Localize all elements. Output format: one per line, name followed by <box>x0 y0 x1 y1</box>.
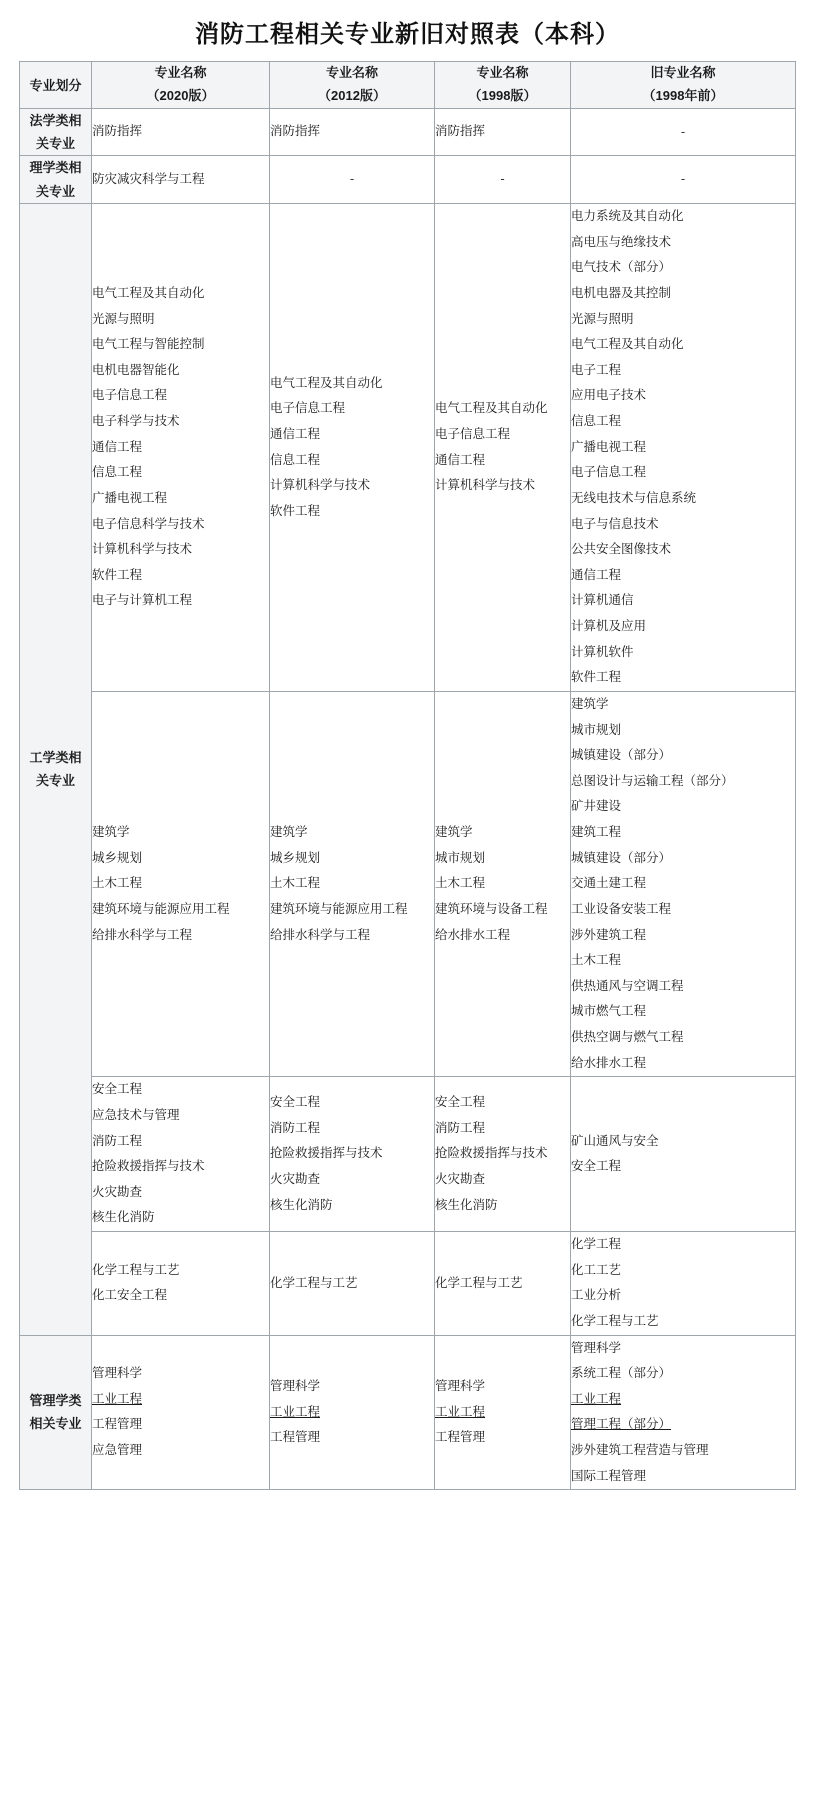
header-line-2: （2012版） <box>318 87 386 103</box>
major-list-item: 信息工程 <box>92 465 143 480</box>
major-list-cell <box>92 108 270 156</box>
major-list <box>92 281 269 614</box>
major-list-cell <box>92 1335 270 1490</box>
major-list-item: 化学工程与工艺 <box>270 1275 358 1290</box>
major-list-item: 消防工程 <box>270 1120 321 1135</box>
major-list-item: 工业分析 <box>571 1288 622 1303</box>
major-list-item: 给水排水工程 <box>435 927 511 942</box>
table-row <box>20 1077 796 1232</box>
major-list-item: 火灾勘查 <box>270 1172 321 1186</box>
major-list-item: 广播电视工程 <box>571 439 647 454</box>
major-list <box>571 692 795 1076</box>
category-line: 工学类相 <box>29 749 82 765</box>
major-list <box>435 396 570 499</box>
major-list-item: 系统工程（部分） <box>571 1366 672 1381</box>
major-list-cell: - <box>435 156 571 204</box>
major-list-item: 建筑环境与设备工程 <box>435 901 548 916</box>
major-list-item: 电子信息工程 <box>571 465 647 480</box>
major-list-item: 土木工程 <box>270 876 321 891</box>
major-list-item: 建筑环境与能源应用工程 <box>92 901 230 916</box>
major-list-item: 给水排水工程 <box>571 1055 647 1070</box>
major-list-cell <box>92 1232 270 1336</box>
table-header-row <box>20 62 796 109</box>
major-list <box>435 1271 570 1297</box>
major-list-item: 供热空调与燃气工程 <box>571 1030 684 1045</box>
major-list-item: 安全工程 <box>270 1095 321 1110</box>
major-list-item: 建筑学 <box>92 825 130 840</box>
major-list-item: 电子科学与技术 <box>92 414 180 429</box>
major-list-item: 电子信息工程 <box>92 388 168 403</box>
major-list-item: 无线电技术与信息系统 <box>571 490 697 505</box>
major-list-item: 通信工程 <box>435 452 486 467</box>
major-list-item: 城市燃气工程 <box>571 1004 647 1019</box>
major-list-item: 土木工程 <box>92 876 143 891</box>
major-list-item: 管理科学 <box>571 1340 622 1355</box>
major-list-item: 防灾减灾科学与工程 <box>92 171 205 186</box>
major-list-item: 电气工程及其自动化 <box>435 401 548 416</box>
major-list-item: 消防工程 <box>92 1133 143 1148</box>
major-list <box>92 820 269 948</box>
major-list-item: 高电压与绝缘技术 <box>571 234 672 249</box>
major-list-item: 软件工程 <box>270 503 321 518</box>
major-list-item: 计算机通信 <box>571 593 634 608</box>
major-list-item: 总图设计与运输工程（部分） <box>571 773 734 788</box>
major-list <box>92 1077 269 1231</box>
major-list-cell <box>435 1232 571 1336</box>
major-list <box>270 1090 434 1218</box>
major-list-item: 国际工程管理 <box>571 1468 647 1483</box>
header-line-1: 专业名称 <box>154 65 207 80</box>
category-line: 管理学类 <box>29 1393 82 1409</box>
major-list-item: 软件工程 <box>92 567 143 582</box>
major-list-cell <box>435 1077 571 1232</box>
category-line: 关专业 <box>35 773 75 789</box>
major-list-item: 给排水科学与工程 <box>92 927 193 942</box>
major-list-item: 涉外建筑工程 <box>571 927 647 942</box>
major-list-cell <box>571 1232 796 1336</box>
header-line-2: （2020版） <box>146 87 215 103</box>
major-list-item: 化工安全工程 <box>92 1288 168 1303</box>
major-list-cell <box>571 691 796 1076</box>
header-line-1: 专业名称 <box>476 65 529 80</box>
major-list-item: 计算机科学与技术 <box>92 542 193 557</box>
major-list-item: 光源与照明 <box>571 311 634 326</box>
major-list-item: 核生化消防 <box>92 1210 155 1225</box>
major-list-item: 信息工程 <box>270 452 321 467</box>
major-list-cell <box>270 1232 435 1336</box>
major-list-item: 矿井建设 <box>571 799 622 814</box>
major-list <box>92 167 269 193</box>
major-list-cell <box>270 108 435 156</box>
major-list-cell <box>435 108 571 156</box>
major-list-cell: - <box>571 156 796 204</box>
major-list-item: 核生化消防 <box>435 1197 498 1212</box>
major-list-item: 计算机及应用 <box>571 619 647 634</box>
header-cell-2020 <box>92 62 270 109</box>
category-line: 相关专业 <box>29 1416 82 1432</box>
major-comparison-table <box>19 61 796 1490</box>
major-list-item: 软件工程 <box>571 670 622 685</box>
major-list <box>435 1090 570 1218</box>
major-list-cell <box>571 1335 796 1490</box>
category-cell <box>20 156 92 204</box>
major-list-item: 供热通风与空调工程 <box>571 978 684 993</box>
major-list-item: 工业工程 <box>571 1391 622 1406</box>
major-list-item: 建筑学 <box>435 825 473 840</box>
major-list <box>270 371 434 525</box>
major-list-cell <box>435 1335 571 1490</box>
major-list-item: 电机电器智能化 <box>92 362 180 377</box>
major-list-item: 化学工程与工艺 <box>92 1262 180 1277</box>
major-list-item: 城市规划 <box>435 850 486 865</box>
major-list-item: 计算机科学与技术 <box>435 478 536 493</box>
major-list-item: 交通土建工程 <box>571 876 647 891</box>
major-list-item: 工业工程 <box>270 1404 321 1419</box>
major-list-item: 土木工程 <box>435 876 486 891</box>
major-list-cell <box>92 1077 270 1232</box>
major-list-item: 建筑学 <box>270 825 308 840</box>
category-line: 关专业 <box>35 183 75 199</box>
major-list-item: 公共安全图像技术 <box>571 542 672 557</box>
major-list <box>92 1361 269 1464</box>
major-list <box>571 1129 795 1180</box>
major-list-item: 电子信息科学与技术 <box>92 516 205 531</box>
table-row <box>20 691 796 1076</box>
major-list-item: 火灾勘查 <box>435 1172 486 1186</box>
major-list <box>92 1258 269 1309</box>
major-list-item: 应急技术与管理 <box>92 1107 180 1122</box>
major-list-item: 计算机软件 <box>571 644 634 659</box>
major-list-item: 化学工程 <box>571 1237 622 1252</box>
major-list-item: 电子信息工程 <box>270 401 346 416</box>
major-list <box>435 820 570 948</box>
major-list-cell <box>571 1077 796 1232</box>
major-list-item: 建筑环境与能源应用工程 <box>270 901 408 916</box>
header-cell-pre1998 <box>571 62 796 109</box>
major-list <box>571 1232 795 1335</box>
major-list-item: 电子工程 <box>571 362 622 377</box>
major-list-cell <box>92 691 270 1076</box>
major-list-item: 信息工程 <box>571 414 622 429</box>
major-list-item: 抢险救援指挥与技术 <box>92 1159 205 1174</box>
header-line-1: 旧专业名称 <box>650 65 716 80</box>
table-body <box>20 108 796 1490</box>
major-list-item: 管理科学 <box>270 1379 321 1393</box>
major-list-item: 应用电子技术 <box>571 388 647 403</box>
major-list-item: 给排水科学与工程 <box>270 927 371 942</box>
table-row <box>20 204 796 692</box>
header-line-2: （1998年前） <box>642 87 724 103</box>
major-list <box>435 119 570 145</box>
major-list-item: 广播电视工程 <box>92 490 168 505</box>
major-list-item: 电气工程与智能控制 <box>92 337 205 352</box>
major-list-item: 电气工程及其自动化 <box>270 375 383 390</box>
header-line-1: 专业名称 <box>325 65 378 80</box>
major-list-cell <box>92 204 270 692</box>
major-list-cell <box>270 204 435 692</box>
major-list-cell <box>435 204 571 692</box>
major-list-cell <box>435 691 571 1076</box>
major-list-cell: - <box>270 156 435 204</box>
table-row <box>20 1232 796 1336</box>
major-list-item: 城市规划 <box>571 722 622 737</box>
major-list-item: 电气技术（部分） <box>571 260 672 275</box>
major-list <box>571 204 795 691</box>
major-list-item: 矿山通风与安全 <box>571 1133 659 1148</box>
major-list-cell <box>270 1077 435 1232</box>
major-list-cell <box>270 1335 435 1490</box>
major-list <box>270 1374 434 1451</box>
major-list-item: 抢险救援指挥与技术 <box>270 1146 383 1161</box>
major-list-item: 电气工程及其自动化 <box>92 285 205 300</box>
major-list-item: 工程管理 <box>92 1417 143 1432</box>
major-list-item: 电子与信息技术 <box>571 516 659 531</box>
category-line: 关专业 <box>35 135 75 151</box>
major-list-cell: - <box>571 108 796 156</box>
major-list-item: 土木工程 <box>571 953 622 968</box>
major-list <box>92 119 269 145</box>
major-list-item: 火灾勘查 <box>92 1184 143 1199</box>
major-list-cell <box>92 156 270 204</box>
major-list <box>270 119 434 145</box>
major-list-item: 管理工程（部分） <box>571 1417 672 1432</box>
major-list-item: 城乡规划 <box>92 850 143 865</box>
major-list-item: 化工工艺 <box>571 1262 622 1277</box>
major-list-item: 建筑工程 <box>571 825 622 840</box>
major-list-item: 抢险救援指挥与技术 <box>435 1146 548 1161</box>
major-list-item: 消防指挥 <box>270 124 321 139</box>
major-list-item: 安全工程 <box>435 1095 486 1110</box>
major-list-item: 通信工程 <box>270 426 321 441</box>
major-list-item: 电子信息工程 <box>435 426 511 441</box>
category-cell <box>20 204 92 1336</box>
major-list-item: 工程管理 <box>270 1430 321 1445</box>
major-list-item: 工程管理 <box>435 1430 486 1445</box>
major-list-item: 通信工程 <box>92 439 143 454</box>
major-list-item: 电子与计算机工程 <box>92 593 193 608</box>
major-list-item: 工业工程 <box>92 1391 143 1406</box>
table-row <box>20 156 796 204</box>
table-header <box>20 62 796 109</box>
major-list-item: 管理科学 <box>92 1366 143 1381</box>
major-list-item: 核生化消防 <box>270 1197 333 1212</box>
major-list-item: 城镇建设（部分） <box>571 850 672 865</box>
major-list-item: 工业设备安装工程 <box>571 901 672 916</box>
major-list-item: 计算机科学与技术 <box>270 478 371 493</box>
major-list-item: 通信工程 <box>571 567 622 582</box>
major-list-item: 应急管理 <box>92 1443 143 1458</box>
category-line: 理学类相 <box>29 160 82 176</box>
major-list-item: 城镇建设（部分） <box>571 748 672 763</box>
major-list-cell <box>571 204 796 692</box>
table-row <box>20 108 796 156</box>
header-line-2: （1998版） <box>468 87 537 103</box>
major-list-item: 安全工程 <box>571 1159 622 1174</box>
category-cell <box>20 1335 92 1490</box>
major-list-item: 电力系统及其自动化 <box>571 209 684 224</box>
major-list-item: 消防指挥 <box>435 124 486 139</box>
major-list-item: 涉外建筑工程营造与管理 <box>571 1443 709 1458</box>
header-cell-division: 专业划分 <box>20 62 92 109</box>
major-list-item: 电机电器及其控制 <box>571 285 672 300</box>
major-list-item: 消防指挥 <box>92 124 143 139</box>
major-list-item: 光源与照明 <box>92 311 155 326</box>
major-list <box>270 1271 434 1297</box>
table-row <box>20 1335 796 1490</box>
major-list-item: 城乡规划 <box>270 850 321 865</box>
major-list <box>571 1336 795 1490</box>
major-list-item: 建筑学 <box>571 696 609 711</box>
major-list-item: 管理科学 <box>435 1379 486 1393</box>
page-title: 消防工程相关专业新旧对照表（本科） <box>195 21 620 48</box>
major-list-cell <box>270 691 435 1076</box>
major-list-item: 消防工程 <box>435 1120 486 1135</box>
major-list-item: 工业工程 <box>435 1404 486 1419</box>
category-line: 法学类相 <box>29 112 82 128</box>
category-cell <box>20 108 92 156</box>
major-list-item: 电气工程及其自动化 <box>571 337 684 352</box>
header-cell-2012 <box>270 62 435 109</box>
major-list-item: 化学工程与工艺 <box>571 1313 659 1328</box>
major-list-item: 化学工程与工艺 <box>435 1275 523 1290</box>
major-list <box>270 820 434 948</box>
major-list <box>435 1374 570 1451</box>
header-cell-1998 <box>435 62 571 109</box>
major-list-item: 安全工程 <box>92 1082 143 1097</box>
